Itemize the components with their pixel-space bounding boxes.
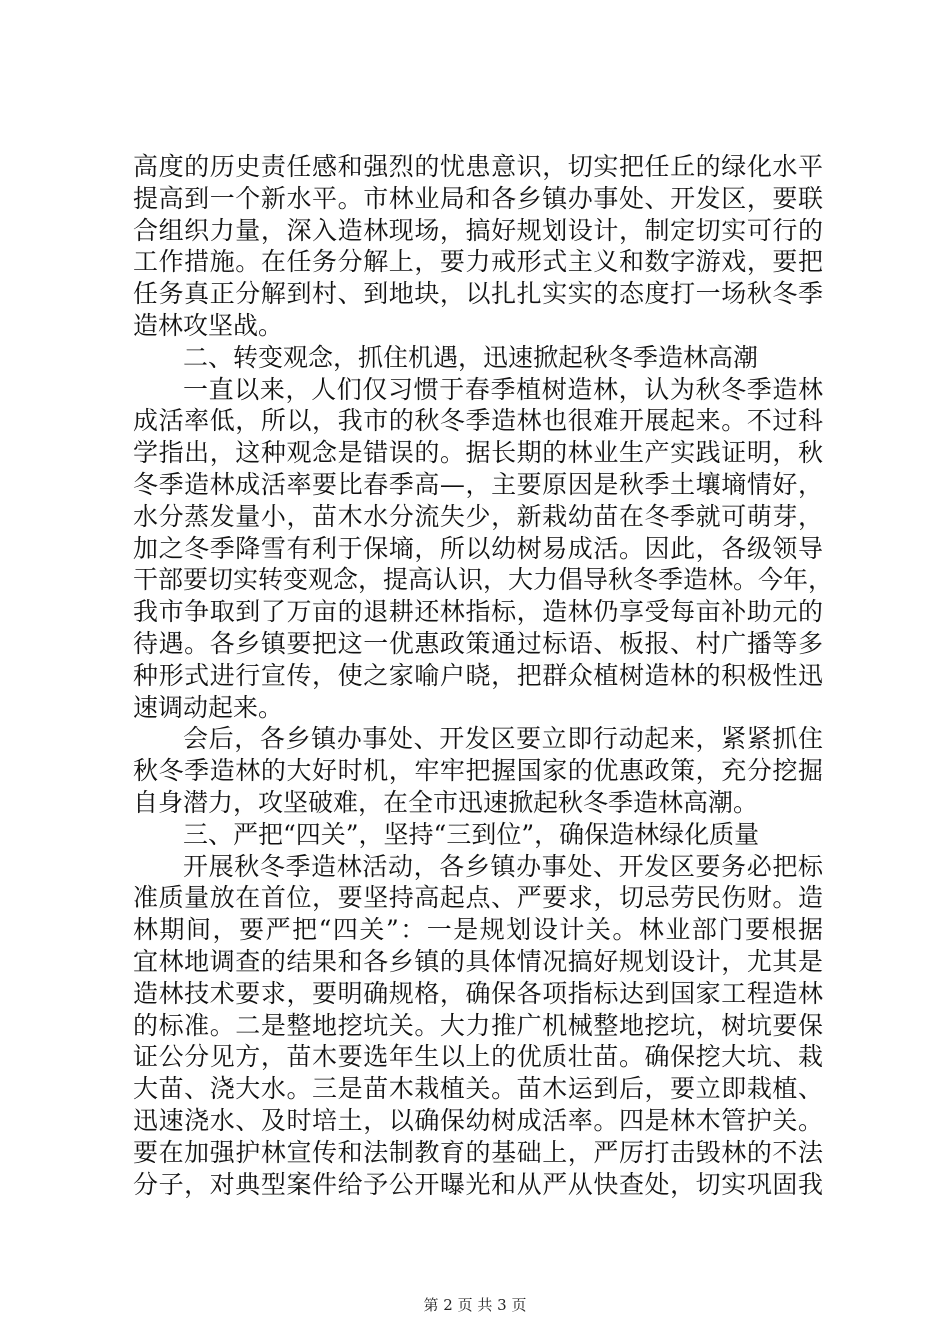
text-line: 冬季造林成活率要比春季高—，主要原因是秋季土壤墒情好， bbox=[133, 469, 823, 499]
document-body bbox=[133, 151, 834, 1200]
text-line: 提高到一个新水平。市林业局和各乡镇办事处、开发区，要联 bbox=[133, 183, 823, 213]
text-line: 我市争取到了万亩的退耕还林指标，造林仍享受每亩补助元的 bbox=[133, 597, 823, 627]
text-line: 要在加强护林宣传和法制教育的基础上，严厉打击毁林的不法 bbox=[133, 1137, 823, 1167]
text-line: 一直以来，人们仅习惯于春季植树造林，认为秋冬季造林 bbox=[183, 374, 823, 404]
text-line: 速调动起来。 bbox=[133, 692, 284, 722]
text-line: 合组织力量，深入造林现场，搞好规划设计，制定切实可行的 bbox=[133, 215, 823, 245]
text-line: 干部要切实转变观念，提高认识，大力倡导秋冬季造林。今年， bbox=[133, 565, 834, 595]
text-line: 的标准。二是整地挖坑关。大力推广机械整地挖坑，树坑要保 bbox=[133, 1010, 823, 1040]
text-line: 成活率低，所以，我市的秋冬季造林也很难开展起来。不过科 bbox=[133, 406, 823, 436]
text-line: 开展秋冬季造林活动，各乡镇办事处、开发区要务必把标 bbox=[183, 851, 823, 881]
text-line: 种形式进行宣传，使之家喻户晓，把群众植树造林的积极性迅 bbox=[133, 660, 823, 690]
text-line: 待遇。各乡镇要把这一优惠政策通过标语、板报、村广播等多 bbox=[133, 628, 823, 658]
text-line: 任务真正分解到村、到地块，以扎扎实实的态度打一场秋冬季 bbox=[133, 279, 823, 309]
text-line: 宜林地调查的结果和各乡镇的具体情况搞好规划设计，尤其是 bbox=[133, 946, 823, 976]
text-line: 证公分见方，苗木要选年生以上的优质壮苗。确保挖大坑、栽 bbox=[133, 1042, 823, 1072]
text-line: 大苗、浇大水。三是苗木栽植关。苗木运到后，要立即栽植、 bbox=[133, 1074, 823, 1104]
text-line: 迅速浇水、及时培土，以确保幼树成活率。四是林木管护关。 bbox=[133, 1105, 823, 1135]
text-line: 学指出，这种观念是错误的。据长期的林业生产实践证明，秋 bbox=[133, 438, 823, 468]
section-heading: 二、转变观念，抓住机遇，迅速掀起秋冬季造林高潮 bbox=[183, 342, 759, 372]
text-line: 水分蒸发量小，苗木水分流失少，新栽幼苗在冬季就可萌芽， bbox=[133, 501, 823, 531]
text-line: 分子，对典型案件给予公开曝光和从严从快查处，切实巩固我 bbox=[133, 1169, 823, 1199]
text-line: 工作措施。在任务分解上，要力戒形式主义和数字游戏，要把 bbox=[133, 247, 823, 277]
text-line: 造林技术要求，要明确规格，确保各项指标达到国家工程造林 bbox=[133, 978, 823, 1008]
text-line: 加之冬季降雪有利于保墒，所以幼树易成活。因此，各级领导 bbox=[133, 533, 823, 563]
text-line: 准质量放在首位，要坚持高起点、严要求，切忌劳民伤财。造 bbox=[133, 883, 823, 913]
text-line: 高度的历史责任感和强烈的忧患意识，切实把任丘的绿化水平 bbox=[133, 152, 823, 181]
text-line: 林期间，要严把“四关”：一是规划设计关。林业部门要根据 bbox=[133, 915, 823, 945]
page-footer: 第 2 页 共 3 页 bbox=[423, 1296, 527, 1314]
text-line: 造林攻坚战。 bbox=[133, 310, 284, 340]
text-line: 自身潜力，攻坚破难，在全市迅速掀起秋冬季造林高潮。 bbox=[133, 787, 759, 817]
section-heading: 三、严把“四关”，坚持“三到位”，确保造林绿化质量 bbox=[183, 819, 760, 849]
text-line: 秋冬季造林的大好时机，牢牢把握国家的优惠政策，充分挖掘 bbox=[133, 756, 823, 786]
text-line: 会后，各乡镇办事处、开发区要立即行动起来，紧紧抓住 bbox=[183, 724, 823, 754]
